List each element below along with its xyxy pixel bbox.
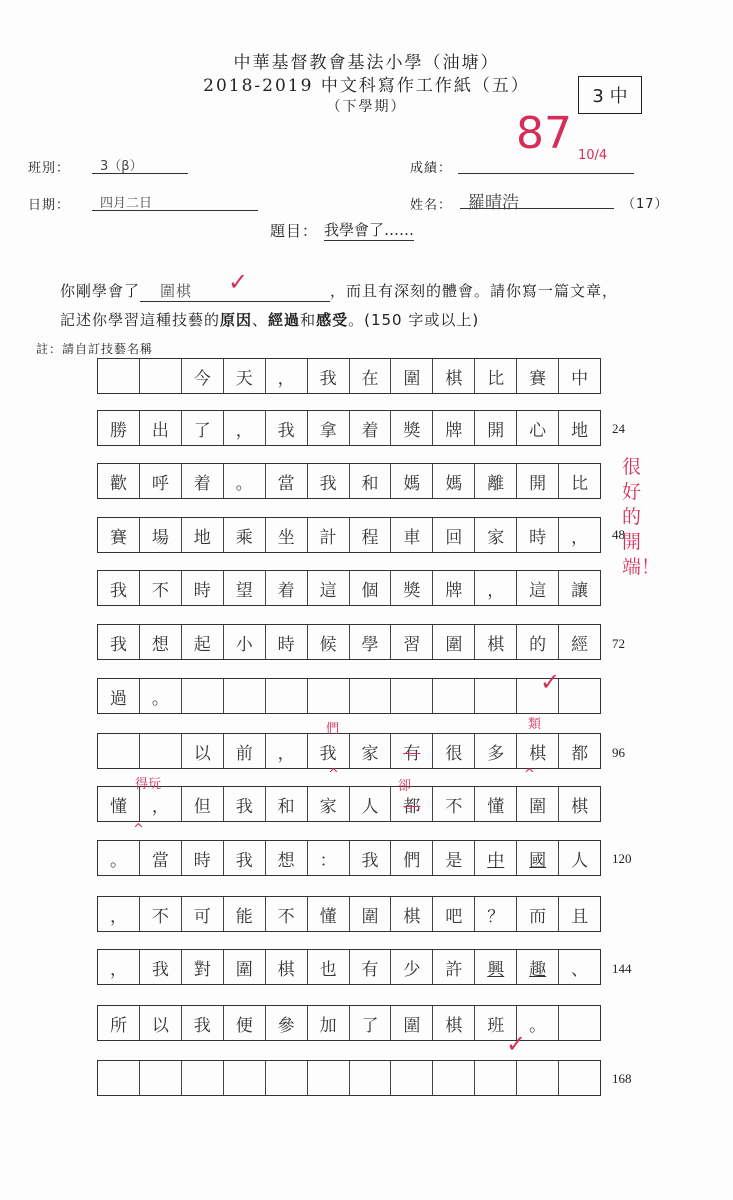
separator: 、 xyxy=(252,311,269,329)
grid-cell xyxy=(182,679,224,713)
level-box: 3 中 xyxy=(578,76,642,114)
grid-cell: ， xyxy=(140,787,182,821)
grid-cell: 賽 xyxy=(517,359,559,393)
grid-cell: 呼 xyxy=(140,464,182,498)
grid-cell: 但 xyxy=(182,787,224,821)
grid-cell: 、 xyxy=(571,959,589,980)
grid-cell: 個 xyxy=(350,571,392,605)
grid-cell: 歡 xyxy=(98,464,140,498)
class-label: 班別： xyxy=(28,161,71,176)
grid-cell: 中 xyxy=(475,841,517,875)
grid-cell: 圍 xyxy=(350,897,392,931)
grid-cell: 在 xyxy=(350,359,392,393)
grid-cell: 便 xyxy=(224,1006,266,1040)
grid-cell: 開 xyxy=(517,464,559,498)
correction-dewan: 得玩 xyxy=(135,777,162,792)
grid-cell: 我 xyxy=(266,411,308,445)
grid-row xyxy=(97,733,601,769)
correction-men: 們 xyxy=(326,722,340,737)
word-count-48: 48 xyxy=(612,527,625,542)
check-mark-icon: ✓ xyxy=(228,268,249,296)
topic-label: 題目： xyxy=(270,222,319,240)
grid-cell: ， xyxy=(571,527,589,548)
keyword-feeling: 感受 xyxy=(316,311,349,329)
conjunction: 和 xyxy=(300,311,317,329)
grid-cell xyxy=(308,679,350,713)
grade-label: 成績： xyxy=(410,161,453,176)
grid-cell: 加 xyxy=(308,1006,350,1040)
grid-cell: 比 xyxy=(475,359,517,393)
grid-cell: 過 xyxy=(98,679,140,713)
grid-cell: ， xyxy=(266,734,308,768)
grid-cell: 少 xyxy=(391,950,433,984)
grid-cell: 比 xyxy=(571,473,589,494)
grid-cell xyxy=(475,679,517,713)
grid-row xyxy=(97,463,601,499)
grid-cell: 對 xyxy=(182,950,224,984)
grid-cell: 着 xyxy=(350,411,392,445)
grid-cell: 望 xyxy=(224,571,266,605)
grid-cell: 時 xyxy=(517,518,559,552)
grid-cell: 以 xyxy=(140,1006,182,1040)
grid-cell: 有 xyxy=(391,734,433,768)
grid-cell: 可 xyxy=(182,897,224,931)
grid-cell: 我 xyxy=(98,625,140,659)
grade-score: 87 xyxy=(516,108,572,159)
grid-cell: 時 xyxy=(182,571,224,605)
grid-cell xyxy=(224,679,266,713)
grid-cell: 乘 xyxy=(224,518,266,552)
word-count-72: 72 xyxy=(612,636,625,651)
grid-cell: 。 xyxy=(140,679,182,713)
grid-cell: 當 xyxy=(266,464,308,498)
grid-cell: 人 xyxy=(571,850,589,871)
grid-cell: 不 xyxy=(433,787,475,821)
grid-cell: 計 xyxy=(308,518,350,552)
grid-cell xyxy=(182,1061,224,1095)
grid-cell: 中 xyxy=(571,368,589,389)
grid-cell: 媽 xyxy=(433,464,475,498)
grid-cell xyxy=(433,1061,475,1095)
grid-cell: 想 xyxy=(140,625,182,659)
grid-cell: 場 xyxy=(140,518,182,552)
grid-cell: 時 xyxy=(266,625,308,659)
grid-cell: 牌 xyxy=(433,571,475,605)
grid-cell: 圍 xyxy=(391,1006,433,1040)
grid-cell: ： xyxy=(308,841,350,875)
grid-cell: 這 xyxy=(517,571,559,605)
grid-cell: 是 xyxy=(433,841,475,875)
student-number: （17） xyxy=(622,197,669,212)
grid-cell: 我 xyxy=(224,841,266,875)
grid-cell: 我 xyxy=(98,571,140,605)
grid-cell: 獎 xyxy=(391,571,433,605)
grid-cell: 坐 xyxy=(266,518,308,552)
grid-cell: 懂 xyxy=(475,787,517,821)
grid-cell: 參 xyxy=(266,1006,308,1040)
grid-cell: 圍 xyxy=(224,950,266,984)
grid-cell xyxy=(350,679,392,713)
grid-cell: 而 xyxy=(517,897,559,931)
grid-cell: 經 xyxy=(571,634,589,655)
grid-cell: 圍 xyxy=(517,787,559,821)
grid-cell: 家 xyxy=(308,787,350,821)
word-requirement: 。(150 字或以上) xyxy=(348,311,480,329)
grid-cell: 棋 xyxy=(571,796,589,817)
grid-cell xyxy=(98,359,140,393)
grid-cell: 家 xyxy=(475,518,517,552)
grid-cell xyxy=(391,1061,433,1095)
grid-cell: 棋 xyxy=(266,950,308,984)
prompt-suffix: ，而且有深刻的體會。請你寫一篇文章， xyxy=(330,282,619,300)
worksheet-subtitle: 2018-2019 中文科寫作工作紙（五） xyxy=(203,76,530,96)
grid-cell: 前 xyxy=(224,734,266,768)
grid-cell: 開 xyxy=(475,411,517,445)
class-field[interactable]: 3（β） xyxy=(92,155,188,174)
grid-cell: 學 xyxy=(350,625,392,659)
grid-cell xyxy=(140,359,182,393)
grid-cell xyxy=(308,1061,350,1095)
grid-cell xyxy=(559,1061,600,1095)
grid-cell xyxy=(559,679,600,713)
grid-cell: 興 xyxy=(475,950,517,984)
grid-cell: 候 xyxy=(308,625,350,659)
grid-cell: 不 xyxy=(266,897,308,931)
grid-cell: 媽 xyxy=(391,464,433,498)
grid-cell: 多 xyxy=(475,734,517,768)
grid-cell xyxy=(140,734,182,768)
grid-cell: 心 xyxy=(517,411,559,445)
grid-cell: ？ xyxy=(475,897,517,931)
grid-cell: 吧 xyxy=(433,897,475,931)
grid-row xyxy=(97,949,601,985)
grid-cell: 和 xyxy=(350,464,392,498)
grid-cell: ， xyxy=(266,359,308,393)
grid-cell: 人 xyxy=(350,787,392,821)
grid-row xyxy=(97,678,601,714)
grid-cell: 拿 xyxy=(308,411,350,445)
grid-cell xyxy=(433,679,475,713)
topic-value: 我學會了…… xyxy=(324,221,415,239)
grid-cell xyxy=(391,679,433,713)
grid-cell: 地 xyxy=(182,518,224,552)
word-count-144: 144 xyxy=(612,961,632,976)
word-count-24: 24 xyxy=(612,421,625,436)
grid-cell: 趣 xyxy=(517,950,559,984)
grid-cell: 車 xyxy=(391,518,433,552)
grid-cell: 今 xyxy=(182,359,224,393)
grid-cell: 們 xyxy=(391,841,433,875)
check-mark-icon: ✓ xyxy=(506,1030,527,1058)
grid-cell: 以 xyxy=(182,734,224,768)
grid-cell: 時 xyxy=(182,841,224,875)
grid-cell: 棋 xyxy=(475,625,517,659)
grid-row xyxy=(97,517,601,553)
name-label: 姓名： xyxy=(410,198,453,213)
grid-cell: 獎 xyxy=(391,411,433,445)
grid-row xyxy=(97,1060,601,1096)
grid-cell: 我 xyxy=(308,464,350,498)
grid-cell: 和 xyxy=(266,787,308,821)
check-mark-icon: ✓ xyxy=(540,668,561,696)
grid-cell: 回 xyxy=(433,518,475,552)
grid-cell: 賽 xyxy=(98,518,140,552)
grid-row xyxy=(97,786,601,822)
grid-cell: 想 xyxy=(266,841,308,875)
grid-cell xyxy=(266,679,308,713)
word-count-96: 96 xyxy=(612,745,625,760)
grid-cell: 所 xyxy=(98,1006,140,1040)
term-label: （下學期） xyxy=(326,99,407,115)
grid-cell: 懂 xyxy=(98,787,140,821)
grid-cell: 我 xyxy=(308,359,350,393)
grid-cell: 出 xyxy=(140,411,182,445)
grid-cell: 棋 xyxy=(433,1006,475,1040)
caret-icon: ^ xyxy=(524,767,535,782)
grid-row xyxy=(97,624,601,660)
word-count-168: 168 xyxy=(612,1071,632,1086)
grid-cell: ， xyxy=(98,897,140,931)
keyword-process: 經過 xyxy=(268,311,301,329)
grid-cell: 牌 xyxy=(433,411,475,445)
grid-cell: 着 xyxy=(266,571,308,605)
skill-field[interactable]: 圍棋 xyxy=(140,280,330,302)
grid-cell: 不 xyxy=(140,571,182,605)
prompt-text: 記述你學習這種技藝的 xyxy=(60,311,221,329)
grid-row xyxy=(97,570,601,606)
grid-cell: 。 xyxy=(224,464,266,498)
grid-cell xyxy=(559,1006,600,1040)
grid-cell: 我 xyxy=(182,1006,224,1040)
school-name: 中華基督教會基法小學（油塘） xyxy=(233,53,500,73)
grid-cell: 習 xyxy=(391,625,433,659)
grid-cell: 我 xyxy=(224,787,266,821)
grid-cell: 我 xyxy=(308,734,350,768)
grid-cell: 勝 xyxy=(98,411,140,445)
grid-cell: 了 xyxy=(182,411,224,445)
correction-que: 卻 xyxy=(398,779,412,794)
grid-cell: ， xyxy=(98,950,140,984)
grid-cell: 班 xyxy=(475,1006,517,1040)
grid-cell: 當 xyxy=(140,841,182,875)
grid-cell: 棋 xyxy=(517,734,559,768)
grid-cell: 着 xyxy=(182,464,224,498)
grid-cell: 棋 xyxy=(433,359,475,393)
grid-row xyxy=(97,840,601,876)
grid-cell: 起 xyxy=(182,625,224,659)
grid-cell: 天 xyxy=(224,359,266,393)
grid-cell: 圍 xyxy=(391,359,433,393)
grid-cell xyxy=(517,1061,559,1095)
date-label: 日期： xyxy=(28,198,71,213)
grid-cell xyxy=(475,1061,517,1095)
grid-cell: 也 xyxy=(308,950,350,984)
grid-cell: 我 xyxy=(140,950,182,984)
note: 註：請自訂技藝名稱 xyxy=(36,342,154,356)
grid-cell: 。 xyxy=(98,841,140,875)
prompt-line-2 xyxy=(60,309,479,330)
caret-icon: ^ xyxy=(133,822,144,837)
grid-cell: 懂 xyxy=(308,897,350,931)
grid-cell: 。 xyxy=(517,1006,559,1040)
keyword-reason: 原因 xyxy=(220,311,253,329)
grid-cell: 讓 xyxy=(571,580,589,601)
grid-cell: 很 xyxy=(433,734,475,768)
grid-cell: ， xyxy=(224,411,266,445)
date-field[interactable]: 四月二日 xyxy=(92,192,258,211)
grid-cell: 棋 xyxy=(391,897,433,931)
grid-cell: 有 xyxy=(350,950,392,984)
grid-cell: 都 xyxy=(571,743,589,764)
grid-cell: ， xyxy=(475,571,517,605)
grid-cell: 離 xyxy=(475,464,517,498)
grid-cell: 地 xyxy=(571,420,589,441)
teacher-margin-comment: 很好的開端！ xyxy=(622,456,661,578)
grid-cell xyxy=(266,1061,308,1095)
name-field[interactable]: 羅晴浩 xyxy=(460,188,614,209)
grid-cell: 程 xyxy=(350,518,392,552)
grid-cell: 國 xyxy=(517,841,559,875)
grid-cell: 且 xyxy=(571,906,589,927)
grid-cell: 許 xyxy=(433,950,475,984)
grid-cell: 不 xyxy=(140,897,182,931)
grid-cell xyxy=(224,1061,266,1095)
grid-cell: 的 xyxy=(517,625,559,659)
grid-cell xyxy=(140,1061,182,1095)
word-count-120: 120 xyxy=(612,851,632,866)
grid-cell xyxy=(98,1061,140,1095)
correction-lei: 類 xyxy=(528,717,542,732)
prompt-prefix: 你剛學會了 xyxy=(60,282,141,300)
grid-cell: 都 xyxy=(391,787,433,821)
grid-cell: 我 xyxy=(350,841,392,875)
grid-row xyxy=(97,896,601,932)
grid-cell: 小 xyxy=(224,625,266,659)
grade-date: 10/4 xyxy=(578,148,608,163)
grid-cell xyxy=(350,1061,392,1095)
grid-row xyxy=(97,358,601,394)
grid-cell: 家 xyxy=(350,734,392,768)
caret-icon: ^ xyxy=(328,767,339,782)
prompt-line-1 xyxy=(60,280,618,302)
grid-cell: 了 xyxy=(350,1006,392,1040)
grid-cell: 這 xyxy=(308,571,350,605)
grid-cell xyxy=(98,734,140,768)
grid-cell: 能 xyxy=(224,897,266,931)
grid-cell: 圍 xyxy=(433,625,475,659)
grid-row xyxy=(97,410,601,446)
